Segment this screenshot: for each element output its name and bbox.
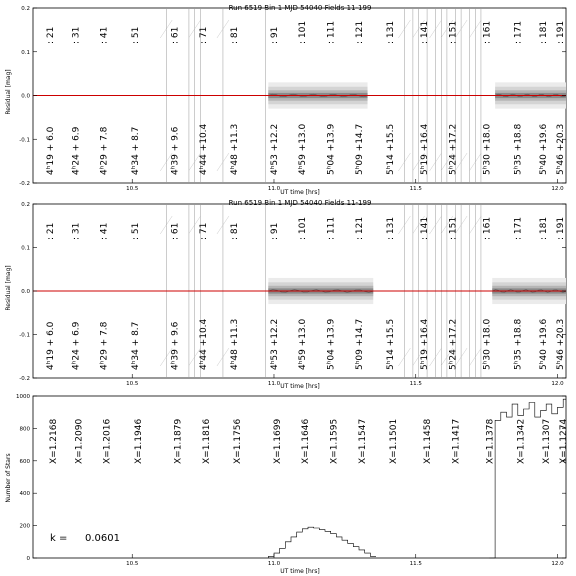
y-tick-label: 800 [19, 426, 30, 433]
field-number-label: : 41 [99, 222, 110, 240]
dec-label: 4ʰ44 +10.4 [198, 123, 209, 175]
y-tick-label: -0.1 [19, 332, 30, 339]
field-number-label: : 171 [513, 216, 524, 240]
panel-3-ylabel: Number of Stars [5, 453, 12, 503]
y-tick-label: 1000 [16, 394, 30, 400]
field-number-label: : 91 [269, 26, 280, 44]
k-label: k = [50, 533, 68, 544]
x-tick-label: 12.0 [551, 186, 564, 192]
y-tick-label: 0.0 [21, 93, 30, 100]
dec-label: 5ʰ40 +19.6 [539, 318, 550, 370]
residual-panel-1 [5, 4, 566, 196]
y-tick-label: 0.1 [21, 49, 30, 56]
dec-label: 5ʰ46 +20.3 [556, 318, 567, 370]
x-tick-label: 11.0 [267, 186, 281, 192]
x-tick-label: 12.0 [551, 381, 564, 387]
airmass-label: X=1.1879 [173, 418, 184, 464]
airmass-label: X=1.1946 [133, 418, 144, 464]
field-number-label: : 161 [482, 216, 493, 240]
x-tick-label: 10.5 [126, 561, 139, 567]
field-number-label: : 131 [386, 216, 397, 240]
dec-label: 5ʰ04 +13.9 [326, 318, 337, 370]
dec-label: 5ʰ35 +18.8 [513, 123, 524, 175]
field-number-label: : 91 [269, 222, 280, 240]
airmass-label: X=1.2016 [102, 418, 113, 464]
field-number-label: : 131 [386, 20, 397, 44]
field-number-label: : 181 [539, 216, 550, 240]
airmass-label: X=1.1417 [451, 418, 462, 464]
dec-label: 5ʰ30 +18.0 [482, 123, 493, 175]
y-tick-label: -0.1 [19, 137, 30, 144]
x-tick-label: 11.5 [409, 186, 422, 192]
field-number-label: : 51 [130, 222, 141, 240]
airmass-label: X=1.1595 [329, 418, 340, 464]
field-number-label: : 141 [420, 216, 431, 240]
dec-label: 4ʰ48 +11.3 [230, 318, 241, 370]
x-tick-label: 12.0 [551, 561, 564, 567]
dec-label: 5ʰ30 +18.0 [482, 318, 493, 370]
dec-label: 5ʰ24 +17.2 [448, 318, 459, 370]
dec-label: 4ʰ24 + 6.9 [71, 321, 82, 370]
x-tick-label: 11.5 [409, 561, 422, 567]
airmass-label: X=1.1501 [389, 418, 400, 464]
y-tick-label: -0.2 [19, 376, 30, 382]
field-number-label: : 21 [45, 222, 56, 240]
airmass-label: X=1.2090 [74, 418, 85, 464]
field-number-label: : 141 [420, 20, 431, 44]
x-tick-label: 11.5 [409, 381, 422, 387]
airmass-label: X=1.1342 [516, 418, 527, 464]
dec-label: 4ʰ48 +11.3 [230, 123, 241, 175]
dec-label: 5ʰ14 +15.5 [386, 123, 397, 175]
dec-label: 5ʰ46 +20.3 [556, 123, 567, 175]
field-number-label: : 71 [198, 26, 209, 44]
field-number-label: : 121 [354, 216, 365, 240]
field-number-label: : 81 [230, 26, 241, 44]
y-tick-label: 0.2 [21, 6, 30, 12]
field-number-label: : 111 [326, 20, 337, 44]
dec-label: 4ʰ53 +12.2 [269, 123, 280, 175]
airmass-label: X=1.1699 [272, 418, 283, 464]
field-number-label: : 61 [170, 222, 181, 240]
field-number-label: : 161 [482, 20, 493, 44]
airmass-label: X=1.2168 [48, 418, 59, 464]
panel-2-title: Run 6519 Bin 1 MJD 54040 Fields 11-199 [228, 199, 372, 207]
k-value: 0.0601 [85, 533, 120, 544]
field-number-label: : 61 [170, 26, 181, 44]
y-tick-label: 400 [19, 491, 30, 498]
dec-label: 4ʰ19 + 6.0 [45, 126, 56, 175]
field-number-label: : 111 [326, 216, 337, 240]
x-tick-label: 10.5 [126, 381, 139, 387]
y-tick-label: 0.0 [21, 289, 30, 295]
airmass-label: X=1.1816 [201, 418, 212, 464]
field-number-label: : 31 [71, 26, 82, 44]
star-count-histogram [490, 399, 570, 558]
dec-label: 5ʰ04 +13.9 [326, 123, 337, 175]
airmass-label: X=1.1646 [301, 418, 312, 464]
field-number-label: : 151 [448, 20, 459, 44]
dec-label: 5ʰ14 +15.5 [386, 318, 397, 370]
dec-label: 4ʰ29 + 7.8 [99, 321, 110, 370]
panel-1-title: Run 6519 Bin 1 MJD 54040 Fields 11-199 [228, 4, 372, 12]
field-number-label: : 71 [198, 222, 209, 240]
airmass-label: X=1.1307 [542, 418, 553, 464]
dec-label: 4ʰ34 + 8.7 [130, 321, 141, 370]
field-number-label: : 31 [71, 222, 82, 240]
field-number-label: : 191 [556, 216, 567, 240]
dec-label: 4ʰ19 + 6.0 [45, 321, 56, 370]
panel-2-xlabel: UT time [hrs] [280, 383, 320, 390]
dec-label: 4ʰ29 + 7.8 [99, 126, 110, 175]
field-number-label: : 41 [99, 26, 110, 44]
x-tick-label: 11.0 [267, 381, 281, 387]
dec-label: 4ʰ44 +10.4 [198, 318, 209, 370]
field-number-label: : 191 [556, 20, 567, 44]
dec-label: 4ʰ59 +13.0 [298, 318, 309, 370]
x-tick-label: 11.0 [267, 561, 281, 567]
panel-2-ylabel: Residual [mag] [5, 265, 12, 311]
panel-1-xlabel: UT time [hrs] [280, 189, 320, 196]
y-tick-label: 0.2 [21, 202, 30, 208]
star-count-histogram [268, 527, 376, 558]
field-number-label: : 101 [298, 20, 309, 44]
dec-label: 4ʰ53 +12.2 [269, 318, 280, 370]
field-number-label: : 181 [539, 20, 550, 44]
y-tick-label: -0.2 [19, 181, 30, 187]
dec-label: 4ʰ24 + 6.9 [71, 126, 82, 175]
dec-label: 5ʰ19 +16.4 [420, 318, 431, 370]
panel-3-xlabel: UT time [hrs] [280, 568, 320, 575]
dec-label: 4ʰ39 + 9.6 [170, 321, 181, 370]
airmass-label: X=1.1458 [423, 418, 434, 464]
dec-label: 5ʰ09 +14.7 [354, 123, 365, 175]
y-tick-label: 0 [26, 556, 30, 562]
airmass-label: X=1.1756 [233, 418, 244, 464]
panel-1-ylabel: Residual [mag] [5, 69, 12, 115]
airmass-label: X=1.1274 [559, 418, 570, 464]
field-number-label: : 151 [448, 216, 459, 240]
dec-label: 5ʰ35 +18.8 [513, 318, 524, 370]
dec-label: 5ʰ24 +17.2 [448, 123, 459, 175]
dec-label: 4ʰ59 +13.0 [298, 123, 309, 175]
y-tick-label: 600 [19, 458, 30, 465]
dec-label: 4ʰ34 + 8.7 [130, 126, 141, 175]
field-number-label: : 21 [45, 26, 56, 44]
dec-label: 4ʰ39 + 9.6 [170, 126, 181, 175]
field-number-label: : 171 [513, 20, 524, 44]
field-number-label: : 101 [298, 216, 309, 240]
y-tick-label: 200 [19, 523, 30, 530]
dec-label: 5ʰ09 +14.7 [354, 318, 365, 370]
dec-label: 5ʰ19 +16.4 [420, 123, 431, 175]
airmass-label: X=1.1547 [357, 418, 368, 464]
x-tick-label: 10.5 [126, 186, 139, 192]
field-number-label: : 81 [230, 222, 241, 240]
residual-panel-2 [5, 199, 566, 390]
airmass-label: X=1.1378 [485, 418, 496, 464]
star-count-panel [5, 394, 569, 575]
dec-label: 5ʰ40 +19.6 [539, 123, 550, 175]
y-tick-label: 0.1 [21, 245, 30, 252]
field-number-label: : 51 [130, 26, 141, 44]
field-number-label: : 121 [354, 20, 365, 44]
